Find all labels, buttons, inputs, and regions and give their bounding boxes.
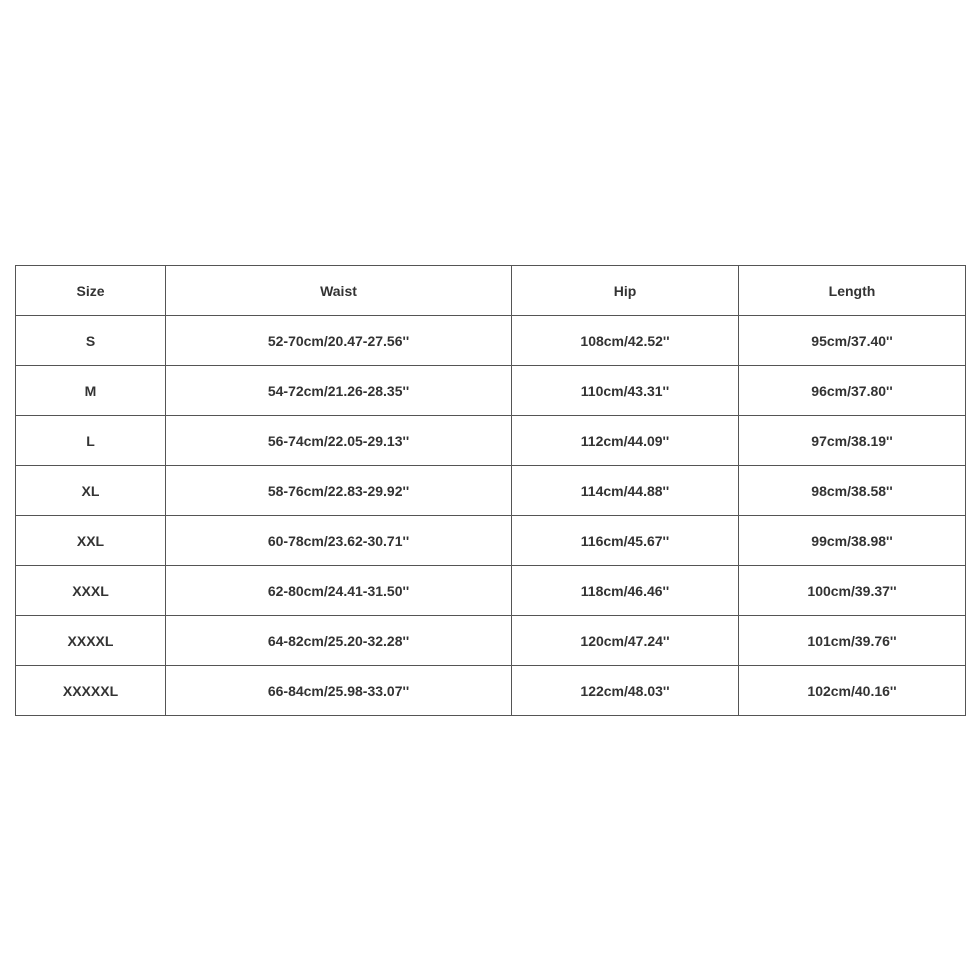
size-cell: XXXL — [16, 566, 166, 616]
waist-cell: 64-82cm/25.20-32.28'' — [166, 616, 512, 666]
table-row — [16, 516, 966, 566]
table-row — [16, 566, 966, 616]
table-row — [16, 666, 966, 716]
length-cell: 102cm/40.16'' — [739, 666, 966, 716]
table-row — [16, 616, 966, 666]
hip-cell: 116cm/45.67'' — [512, 516, 739, 566]
header-length: Length — [739, 266, 966, 316]
waist-cell: 58-76cm/22.83-29.92'' — [166, 466, 512, 516]
size-chart-table — [15, 265, 966, 716]
length-cell: 100cm/39.37'' — [739, 566, 966, 616]
table-row — [16, 466, 966, 516]
length-cell: 95cm/37.40'' — [739, 316, 966, 366]
length-cell: 96cm/37.80'' — [739, 366, 966, 416]
waist-cell: 52-70cm/20.47-27.56'' — [166, 316, 512, 366]
length-cell: 97cm/38.19'' — [739, 416, 966, 466]
hip-cell: 114cm/44.88'' — [512, 466, 739, 516]
length-cell: 101cm/39.76'' — [739, 616, 966, 666]
waist-cell: 60-78cm/23.62-30.71'' — [166, 516, 512, 566]
waist-cell: 54-72cm/21.26-28.35'' — [166, 366, 512, 416]
length-cell: 99cm/38.98'' — [739, 516, 966, 566]
hip-cell: 122cm/48.03'' — [512, 666, 739, 716]
size-cell: S — [16, 316, 166, 366]
hip-cell: 110cm/43.31'' — [512, 366, 739, 416]
table-row — [16, 416, 966, 466]
waist-cell: 62-80cm/24.41-31.50'' — [166, 566, 512, 616]
hip-cell: 108cm/42.52'' — [512, 316, 739, 366]
length-cell: 98cm/38.58'' — [739, 466, 966, 516]
size-cell: XXXXXL — [16, 666, 166, 716]
hip-cell: 120cm/47.24'' — [512, 616, 739, 666]
hip-cell: 118cm/46.46'' — [512, 566, 739, 616]
table-row — [16, 316, 966, 366]
waist-cell: 56-74cm/22.05-29.13'' — [166, 416, 512, 466]
size-cell: XXL — [16, 516, 166, 566]
size-cell: XL — [16, 466, 166, 516]
waist-cell: 66-84cm/25.98-33.07'' — [166, 666, 512, 716]
size-cell: XXXXL — [16, 616, 166, 666]
size-cell: L — [16, 416, 166, 466]
table-row — [16, 366, 966, 416]
table-header-row — [16, 266, 966, 316]
size-cell: M — [16, 366, 166, 416]
hip-cell: 112cm/44.09'' — [512, 416, 739, 466]
header-waist: Waist — [166, 266, 512, 316]
header-hip: Hip — [512, 266, 739, 316]
header-size: Size — [16, 266, 166, 316]
